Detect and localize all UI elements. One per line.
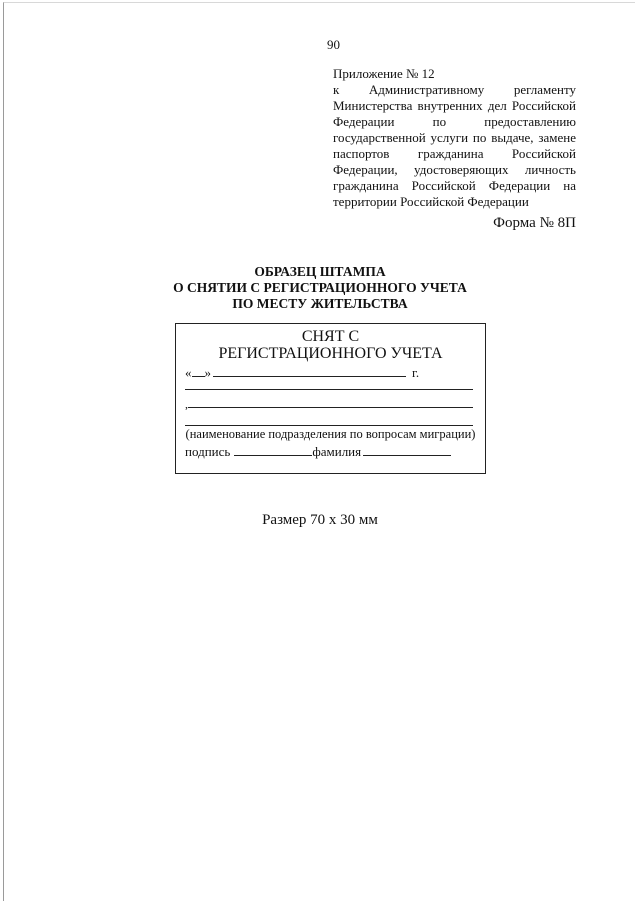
stamp-title-line-2: РЕГИСТРАЦИОННОГО УЧЕТА — [218, 345, 443, 362]
appendix-line: территории Российской Федерации — [333, 194, 529, 209]
appendix-title: Приложение № 12 — [333, 66, 435, 81]
appendix-line: Федерации по предоставлению — [333, 114, 576, 129]
quote-close: » — [204, 365, 211, 380]
surname-blank — [363, 444, 451, 456]
quote-open: « — [185, 365, 192, 380]
appendix-line: Федерации, удостоверяющих личность — [333, 162, 576, 177]
appendix-block — [333, 66, 576, 210]
heading-line-1: ОБРАЗЕЦ ШТАМПА — [254, 264, 386, 279]
month-year-blank — [213, 365, 406, 377]
size-note: Размер 70 х 30 мм — [262, 512, 378, 528]
stamp-title-line-1: СНЯТ С — [301, 328, 360, 345]
comma-mark: , — [185, 397, 188, 411]
stamp-sample — [175, 323, 486, 474]
blank-line-1 — [185, 389, 473, 390]
stamp-title — [176, 328, 485, 362]
year-suffix: г. — [412, 365, 420, 380]
signature-row — [185, 444, 451, 460]
appendix-line: к Административному регламенту — [333, 82, 576, 97]
signature-label: подпись — [185, 444, 231, 459]
appendix-line: гражданина Российской Федерации на — [333, 178, 576, 193]
blank-line-2 — [188, 407, 473, 408]
date-row — [185, 365, 419, 381]
appendix-line: Министерства внутренних дел Российской — [333, 98, 576, 113]
appendix-line: государственной услуги по выдаче, замене — [333, 130, 576, 145]
department-caption: (наименование подразделения по вопросам миграции) — [185, 427, 476, 441]
signature-blank — [234, 444, 312, 456]
heading-line-3: ПО МЕСТУ ЖИТЕЛЬСТВА — [232, 296, 408, 311]
day-blank — [192, 365, 205, 377]
appendix-line: паспортов гражданина Российской — [333, 146, 576, 161]
page-number: 90 — [327, 37, 340, 52]
heading-line-2: О СНЯТИИ С РЕГИСТРАЦИОННОГО УЧЕТА — [173, 280, 467, 295]
stamp-heading — [160, 264, 480, 312]
surname-label: фамилия — [312, 444, 362, 459]
form-number: Форма № 8П — [493, 215, 576, 231]
blank-line-3 — [185, 425, 473, 426]
